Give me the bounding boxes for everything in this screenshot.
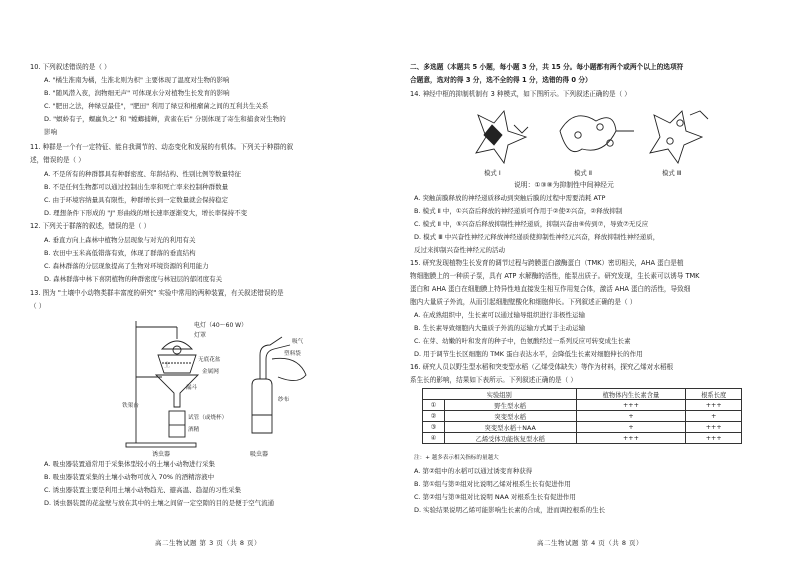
q13-option-d: D. 诱虫器装置的花盆壁与放在其中的土壤之间留一定空隙的目的是便于空气流通 (44, 499, 275, 507)
label-alcohol: 酒精 (188, 427, 200, 433)
label-soil: 土 (164, 362, 171, 369)
q14-option-d: D. 模式 Ⅲ 中兴奋性神经元释放神经递质使抑制性神经元兴奋，释放抑制性神经递质， (414, 233, 660, 241)
label-gauze: 纱布 (278, 397, 290, 403)
table-cell: +++ (576, 433, 686, 444)
table-header-auxin: 植物体内生长素含量 (576, 389, 686, 400)
q14-option-c: C. 模式 Ⅱ 中，⑤兴奋后释放抑制性神经递质，抑制兴奋由⑥传到⑦，导致⑦无反应 (414, 220, 649, 228)
q10-option-a: A. "橘生淮南为橘，生淮北则为枳" 主要体现了温度对生物的影响 (44, 76, 230, 84)
table-cell: 突变型水稻 (444, 411, 576, 422)
q15-option-b: B. 生长素导致细胞内大量质子外流的运输方式属于主动运输 (414, 324, 586, 332)
table-row (423, 411, 742, 422)
q12-stem: 12. 下列关于群落的叙述，错误的是（ ） (30, 222, 151, 230)
q16-option-c: C. 第②组与第③组对比说明 NAA 对根系生长有促进作用 (414, 493, 576, 501)
table-cell: ② (423, 411, 445, 422)
label-wire: 金属网 (202, 369, 219, 375)
section-heading-2: 合题意，选对的得 3 分，选不全的得 1 分，选错的得 0 分） (410, 76, 592, 84)
q14-option-b: B. 模式 Ⅱ 中，①兴奋后释放的神经递质可作用于②使②兴奋，②释放抑制 (414, 207, 623, 215)
q12-option-b: B. 农田中玉米高低错落有致，体现了群落的垂直结构 (44, 249, 196, 257)
q11-option-a: A. 不是所有的种群都具有种群密度、年龄结构、性别比例等数量特征 (44, 170, 241, 178)
q10-option-d-cont: 影响 (44, 128, 57, 136)
q10-stem: 10. 下列叙述错误的是（ ） (30, 63, 111, 71)
q14-stem: 14. 神经中枢的抑制机制有 3 种模式，如下图所示。下列叙述正确的是（ ） (410, 90, 631, 98)
q16-stem-1: 16. 研究人员以野生型水稻和突变型水稻（乙烯受体缺失）等作为材料，探究乙烯对水稻根 (410, 363, 674, 371)
inhibition-modes-diagram (464, 101, 714, 179)
section-heading-1: 二、多选题（本题共 5 小题，每小题 3 分，共 15 分。每小题都有两个或两个以上的选项符 (410, 63, 684, 71)
table-cell: + (576, 422, 686, 433)
q15-option-c: C. 在芽、幼嫩的叶和发育的种子中，色氨酸经过一系列反应可转变成生长素 (414, 337, 631, 345)
table-row (423, 400, 742, 411)
q15-option-a: A. 在成熟组织中，生长素可以通过输导组织进行非极性运输 (414, 311, 585, 319)
right-page (404, 0, 776, 561)
soil-fauna-apparatus-diagram (122, 315, 322, 457)
q16-option-b: B. 第①组与第②组对比说明乙烯对根系生长有促进作用 (414, 480, 571, 488)
label-tube: 试管（或烧杯） (188, 415, 228, 421)
table-cell: + (576, 411, 686, 422)
table-header-group: 实验组别 (423, 389, 577, 400)
q13-option-b: B. 吸虫器装置采集的土壤小动物可放入 70% 的酒精溶液中 (44, 473, 215, 481)
q12-option-d: D. 森林群落中林下喜阴植物的种群密度与林冠层的郁闭度有关 (44, 275, 223, 283)
q10-option-b: B. "随风潜入夜，润物细无声" 可体现水分对植物生长发育的影响 (44, 89, 230, 97)
q15-stem-2: 物细胞膜上的一种质子泵，具有 ATP 水解酶的活性，能泵出质子。研究发现，生长素可以诱导 TMK (410, 272, 700, 280)
q13-figure (122, 315, 322, 457)
q16-results-table (422, 388, 742, 444)
q11-option-d: D. 理想条件下形成的 "J" 形曲线的增长速率逐渐变大，增长率保持不变 (44, 209, 248, 217)
q11-stem-2: 述，错误的是（ ） (30, 156, 85, 164)
left-page (22, 0, 394, 561)
q14-figure (464, 101, 714, 179)
table-cell: +++ (686, 433, 742, 444)
q12-option-c: C. 森林群落的分层现象提高了生物对环境资源的利用能力 (44, 262, 209, 270)
table-cell: 突变型水稻＋NAA (444, 422, 576, 433)
q10-option-d: D. "螟蛉有子，蜾蠃负之" 和 "螳螂捕蝉，黄雀在后" 分别体现了寄生和捕食对生物的 (44, 115, 286, 123)
q15-stem-1: 15. 研究发现植物生长发育的调节过程与跨膜蛋白激酶蛋白（TMK）密切相关，AHA 蛋白是植 (410, 259, 684, 267)
left-page-footer: 高二生物试题 第 3 页（共 8 页） (154, 539, 262, 547)
q11-stem-1: 11. 种群是一个有一定特征、能自我调节的、动态变化和发展的有机体。下列关于种群的叙 (30, 143, 294, 151)
right-page-footer: 高二生物试题 第 4 页（共 8 页） (536, 539, 644, 547)
q14-option-a: A. 突触前膜释放的神经递质移动到突触后膜的过程中需要消耗 ATP (414, 194, 606, 202)
table-cell: ④ (423, 433, 445, 444)
caption-trap: 诱虫器 (152, 451, 171, 457)
q13-option-c: C. 诱虫器装置主要是利用土壤小动物趋光、避高温、趋湿的习性采集 (44, 486, 242, 494)
q16-stem-2: 系生长的影响，结果如下表所示。下列叙述正确的是（ ） (410, 376, 577, 384)
q13-stem-2: （ ） (30, 302, 46, 310)
q15-option-d: D. 用于调节生长区细胞的 TMK 蛋白表达水平，会降低生长素对细胞伸长的作用 (414, 350, 643, 358)
label-shade: 灯罩 (194, 332, 207, 339)
label-stand: 铁架台 (122, 403, 139, 409)
table-cell: +++ (686, 400, 742, 411)
table-row (423, 422, 742, 433)
q16-table-note: 注：+ 越多表示相关指标的量越大 (414, 455, 499, 461)
table-cell: 野生型水稻 (444, 400, 576, 411)
table-header-row (423, 389, 742, 400)
table-cell: ① (423, 400, 445, 411)
q14-option-d-cont: 反过来抑制兴奋性神经元的活动 (414, 246, 505, 254)
q13-stem-1: 13. 图为 "土壤中小动物类群丰富度的研究" 实验中常用的两种装置，有关叙述错误的是 (30, 289, 284, 297)
q12-option-a: A. 垂直方向上森林中植物分层现象与对光的利用有关 (44, 236, 196, 244)
q11-option-c: C. 由于环境容纳量具有限性，种群增长到一定数量就会保持稳定 (44, 196, 229, 204)
label-pot: 无底花盆 (198, 357, 221, 363)
q16-option-d: D. 实验结果说明乙烯可能影响生长素的合成，进而调控根系的生长 (414, 506, 606, 514)
table-cell: +++ (686, 422, 742, 433)
mode-3-label: 模式 Ⅲ (662, 169, 682, 177)
caption-aspirator: 吸虫器 (250, 451, 269, 457)
label-lamp: 电灯（40～60 W） (194, 322, 248, 329)
label-funnel: 漏斗 (186, 385, 198, 391)
q15-stem-3: 蛋白和 AHA 蛋白在细胞膜上特异性地直接发生相互作用复合体，激活 AHA 蛋白的活性，导致细 (410, 285, 691, 293)
q10-option-c: C. "肥田之法，种绿豆最佳"，"肥田" 利用了绿豆和根瘤菌之间的互利共生关系 (44, 102, 269, 110)
mode-2-label: 模式 Ⅱ (574, 169, 592, 177)
q14-caption: 说明：①③⑧为抑制性中间神经元 (514, 181, 614, 189)
table-cell: + (686, 411, 742, 422)
mode-1-label: 模式 Ⅰ (484, 169, 501, 177)
label-bag: 塑料袋 (284, 351, 301, 357)
q16-option-a: A. 第②组中的水稻可以通过诱变育种获得 (414, 467, 533, 475)
table-cell: 乙烯受体功能恢复型水稻 (444, 433, 576, 444)
table-cell: ③ (423, 422, 445, 433)
q15-stem-4: 胞内大量质子外流，从而引起细胞壁酸化和细胞伸长。下列叙述正确的是（ ） (410, 298, 637, 306)
label-suction: 吸气 (292, 339, 304, 345)
table-cell: +++ (576, 400, 686, 411)
table-row (423, 433, 742, 444)
table-header-root-length: 根系长度 (686, 389, 742, 400)
q11-option-b: B. 不是任何生物都可以通过控制出生率和死亡率来控制种群数量 (44, 183, 229, 191)
q13-option-a: A. 吸虫器装置通常用于采集体型较小的土壤小动物进行采集 (44, 460, 215, 468)
